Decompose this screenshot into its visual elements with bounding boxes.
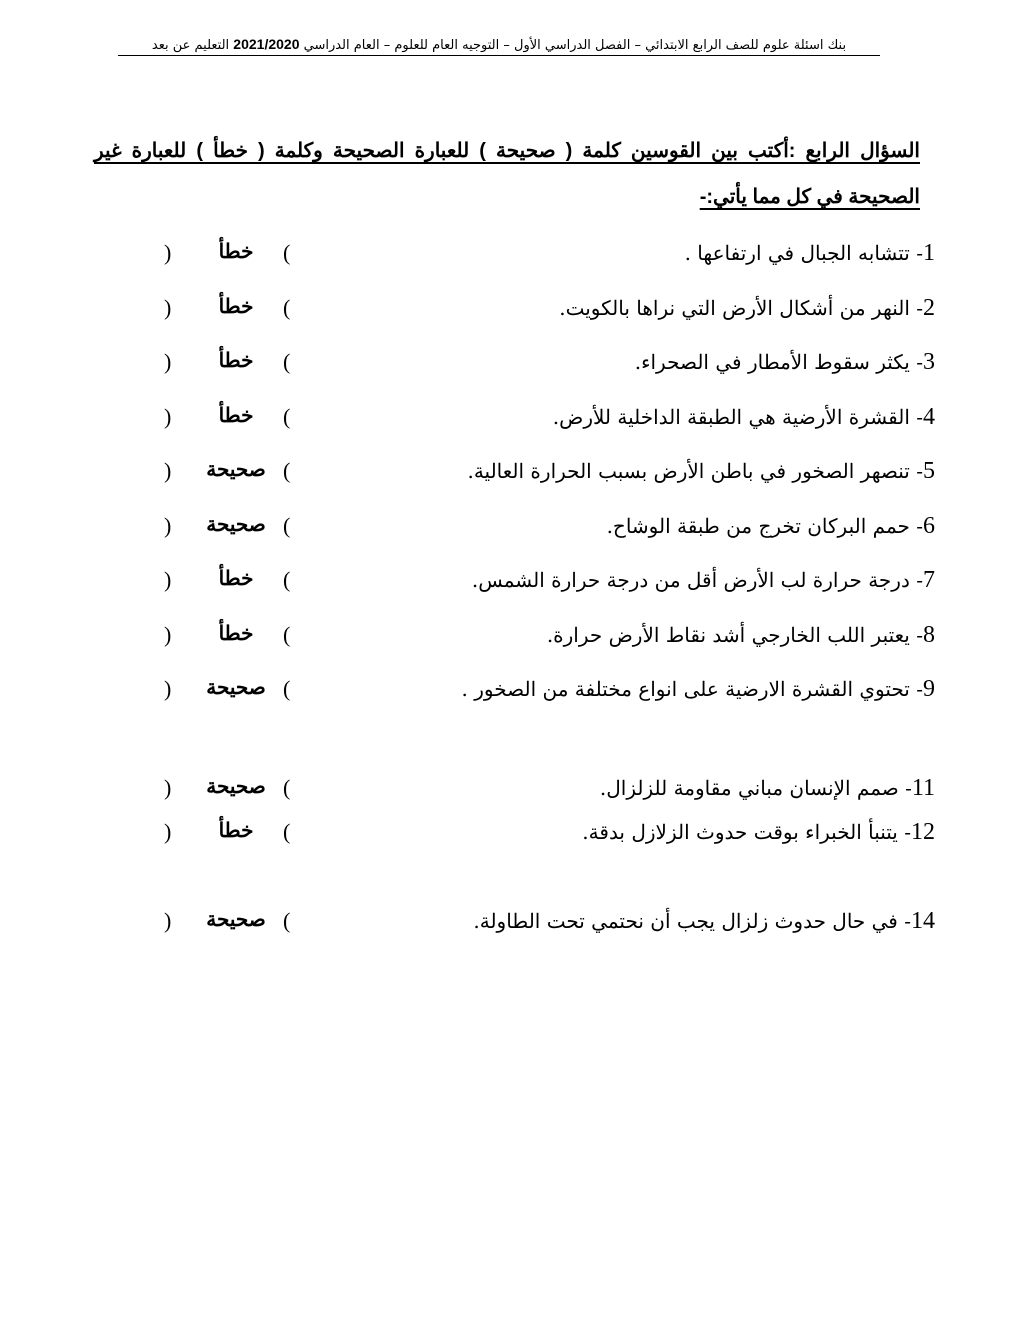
- item-dash: -: [916, 568, 923, 592]
- statement: [473, 906, 935, 936]
- paren-open: (: [283, 458, 291, 483]
- item-text: في حال حدوث زلزال يجب أن نحتمي تحت الطاولة.: [473, 909, 898, 933]
- paren-open: (: [283, 819, 291, 844]
- header-year: 2021/2020: [233, 36, 300, 52]
- answer-label: صحيحة: [206, 514, 266, 536]
- statement: [600, 773, 935, 803]
- item-number: 8: [923, 622, 935, 648]
- statement: [635, 347, 935, 377]
- paren-close: ): [164, 240, 172, 265]
- header-text-before: بنك اسئلة علوم للصف الرابع الابتدائي – الفصل الدراسي الأول – التوجيه العام للعلوم – العام الدراسي: [299, 38, 847, 53]
- item-dash: -: [916, 241, 923, 265]
- paren-close: ): [164, 513, 172, 538]
- item-number: 4: [923, 404, 935, 430]
- answer-label: صحيحة: [206, 459, 266, 481]
- paren-close: ): [164, 622, 172, 647]
- paren-open: (: [283, 240, 291, 265]
- statement: [467, 456, 935, 486]
- question-item: [0, 906, 1020, 946]
- question-item: [0, 456, 1020, 496]
- statement: [607, 511, 935, 541]
- item-number: 3: [923, 349, 935, 375]
- item-number: 6: [923, 513, 935, 539]
- paren-open: (: [283, 567, 291, 592]
- question-item: [0, 293, 1020, 333]
- item-number: 2: [923, 295, 935, 321]
- paren-open: (: [283, 513, 291, 538]
- paren-close: ): [164, 349, 172, 374]
- question-item: [0, 511, 1020, 551]
- statement: [559, 293, 935, 323]
- question-item: [0, 238, 1020, 278]
- question-item: [0, 620, 1020, 660]
- paren-open: (: [283, 622, 291, 647]
- paren-close: ): [164, 775, 172, 800]
- item-dash: -: [916, 350, 923, 374]
- statement: [462, 674, 935, 704]
- item-text: صمم الإنسان مباني مقاومة للزلزال.: [599, 776, 899, 800]
- header-text-after: التعليم عن بعد: [151, 38, 234, 53]
- paren-close: ): [164, 404, 172, 429]
- item-text: تنصهر الصخور في باطن الأرض بسبب الحرارة العالية.: [467, 459, 910, 483]
- item-text: القشرة الأرضية هي الطبقة الداخلية للأرض.: [552, 405, 910, 429]
- item-number: 14: [911, 908, 935, 934]
- paren-open: (: [283, 404, 291, 429]
- item-text: النهر من أشكال الأرض التي نراها بالكويت.: [559, 296, 910, 320]
- item-text: يكثر سقوط الأمطار في الصحراء.: [634, 350, 910, 374]
- statement: [553, 402, 935, 432]
- item-number: 11: [911, 775, 935, 801]
- item-text: تحتوي القشرة الارضية على انواع مختلفة من الصخور .: [461, 677, 910, 701]
- paren-open: (: [283, 908, 291, 933]
- item-text: يتنبأ الخبراء بوقت حدوث الزلازل بدقة.: [582, 820, 898, 844]
- paren-open: (: [283, 676, 291, 701]
- question-item: [0, 402, 1020, 442]
- answer-label: خطأ: [218, 350, 254, 372]
- item-text: حمم البركان تخرج من طبقة الوشاح.: [606, 514, 910, 538]
- answer-label: صحيحة: [206, 909, 266, 931]
- question-item: [0, 565, 1020, 605]
- item-dash: -: [904, 820, 911, 844]
- statement: [547, 620, 935, 650]
- item-dash: -: [904, 909, 911, 933]
- answer-label: صحيحة: [206, 776, 266, 798]
- answer-label: صحيحة: [206, 677, 266, 699]
- statement: [472, 565, 935, 595]
- answer-label: خطأ: [218, 568, 254, 590]
- item-number: 12: [911, 819, 935, 845]
- item-dash: -: [916, 296, 923, 320]
- paren-open: (: [283, 775, 291, 800]
- answer-label: خطأ: [218, 405, 254, 427]
- answer-label: خطأ: [218, 241, 254, 263]
- item-dash: -: [916, 405, 923, 429]
- item-dash: -: [916, 514, 923, 538]
- answer-label: خطأ: [218, 623, 254, 645]
- item-dash: -: [916, 677, 923, 701]
- item-dash: -: [916, 623, 923, 647]
- paren-close: ): [164, 458, 172, 483]
- item-dash: -: [905, 776, 912, 800]
- question-item: [0, 773, 1020, 813]
- item-number: 1: [923, 240, 935, 266]
- paren-close: ): [164, 908, 172, 933]
- paren-close: ): [164, 676, 172, 701]
- paren-open: (: [283, 349, 291, 374]
- answer-label: خطأ: [218, 820, 254, 842]
- paren-close: ): [164, 819, 172, 844]
- paren-close: ): [164, 295, 172, 320]
- question-instruction: السؤال الرابع :أكتب بين القوسين كلمة ( صحيحة ) للعبارة الصحيحة وكلمة ( خطأ ) للعبارة غير الصحيحة في كل مما يأتي:-: [94, 140, 920, 208]
- item-text: تتشابه الجبال في ارتفاعها .: [684, 241, 910, 265]
- question-item: [0, 817, 1020, 857]
- statement: [685, 238, 935, 268]
- item-number: 7: [923, 567, 935, 593]
- statement: [582, 817, 935, 847]
- item-text: درجة حرارة لب الأرض أقل من درجة حرارة الشمس.: [471, 568, 910, 592]
- page-header: [118, 36, 880, 56]
- item-number: 5: [923, 458, 935, 484]
- item-dash: -: [916, 459, 923, 483]
- paren-open: (: [283, 295, 291, 320]
- answer-label: خطأ: [218, 296, 254, 318]
- question-item: [0, 674, 1020, 714]
- item-text: يعتبر اللب الخارجي أشد نقاط الأرض حرارة.: [546, 623, 910, 647]
- question-item: [0, 347, 1020, 387]
- item-number: 9: [923, 676, 935, 702]
- paren-close: ): [164, 567, 172, 592]
